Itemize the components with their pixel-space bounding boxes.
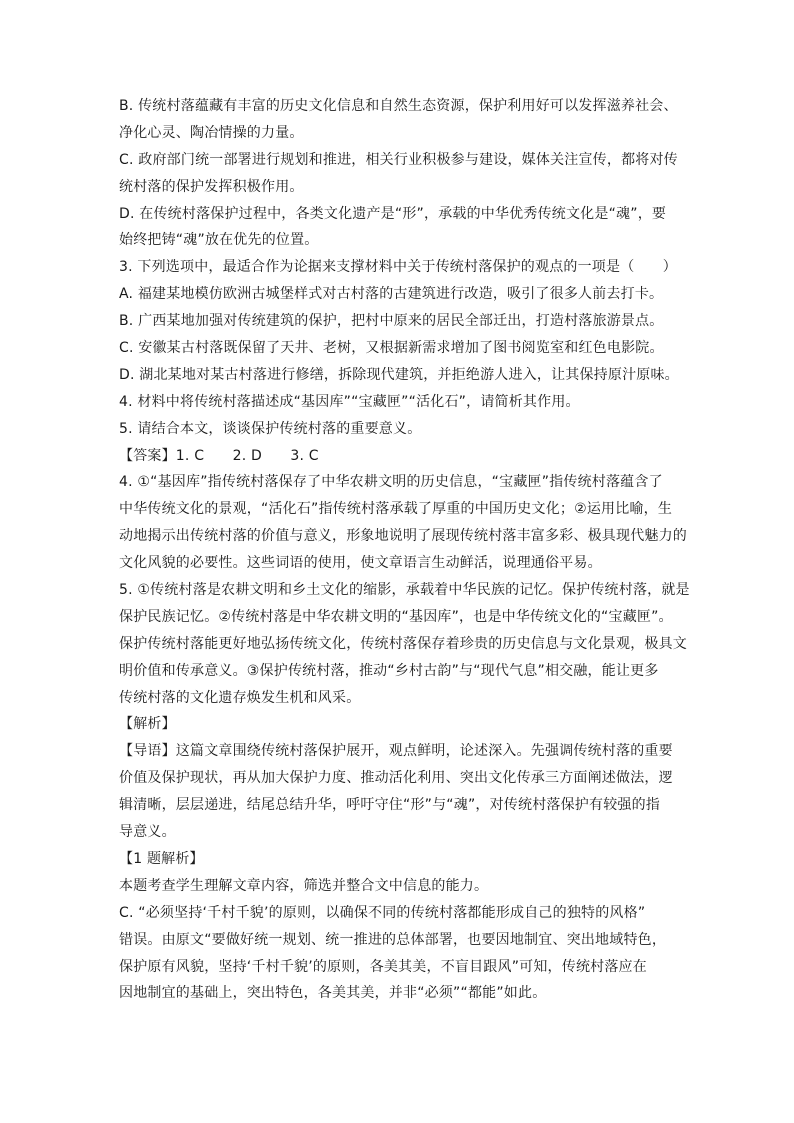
option-b: B. 广西某地加强对传统建筑的保护，把村中原来的居民全部迁出，打造村落旅游景点。: [119, 313, 664, 330]
document-body: [119, 93, 690, 1007]
text-line: C. 政府部门统一部署进行规划和推进，相关行业积极参与建设，媒体关注宣传，都将对传: [119, 151, 678, 168]
option-c: C. 安徽某古村落既保留了天井、老树，又根据新需求增加了图书阅览室和红色电影院。: [119, 340, 664, 357]
text-line: B. 传统村落蕴藏有丰富的历史文化信息和自然生态资源，保护利用好可以发挥滋养社会、: [119, 98, 678, 114]
question-1-analysis-header: 【1 题解析】: [119, 850, 204, 867]
answer-header: 【答案】1. C 2. D 3. C: [119, 447, 319, 464]
option-d: D. 湖北某地对某古村落进行修缮，拆除现代建筑，并拒绝游人进入，让其保持原汁原味。: [119, 366, 679, 383]
text-line: 本题考查学生理解文章内容，筛选并整合文中信息的能力。: [119, 877, 489, 894]
text-line: 价值及保护现状，再从加大保护力度、推动活化利用、突出文化传承三方面阐述做法，逻: [119, 770, 673, 787]
text-line: 保护原有风貌，坚持‘千村千貌’的原则，各美其美，不盲目跟风”可知，传统村落应在: [119, 958, 647, 975]
question-5: 5. 请结合本文，谈谈保护传统村落的重要意义。: [119, 420, 422, 437]
question-3: 3. 下列选项中，最适合作为论据来支撑材料中关于传统村落保护的观点的一项是（ ）: [119, 259, 678, 276]
text-line: 【导语】这篇文章围绕传统村落保护展开，观点鲜明，论述深入。先强调传统村落的重要: [119, 743, 673, 760]
text-line: 错误。由原文“要做好统一规划、统一推进的总体部署，也要因地制宜、突出地域特色，: [119, 931, 667, 948]
text-line: 动地揭示出传统村落的价值与意义，形象地说明了展现传统村落丰富多彩、极具现代魅力的: [119, 528, 687, 545]
text-line: 因地制宜的基础上，突出特色，各美其美，并非“必须”“都能”如此。: [119, 985, 547, 1002]
text-line: 明价值和传承意义。③保护传统村落，推动“乡村古韵”与“现代气息”相交融，能让更多: [119, 662, 659, 679]
text-line: 统村落的保护发挥积极作用。: [119, 178, 304, 195]
question-4: 4. 材料中将传统村落描述成“基因库”“宝藏匣”“活化石”，请简析其作用。: [119, 393, 580, 410]
text-line: 中华传统文化的景观，“活化石”指传统村落承载了厚重的中国历史文化；②运用比喻，生: [119, 501, 673, 518]
text-line: 5. ①传统村落是农耕文明和乡土文化的缩影，承载着中华民族的记忆。保护传统村落，就是: [119, 582, 690, 599]
text-line: 辑清晰，层层递进，结尾总结升华，呼吁守住“形”与“魂”，对传统村落保护有较强的指: [119, 797, 661, 814]
text-line: 传统村落的文化遗存焕发生机和风采。: [119, 689, 361, 706]
text-line: 净化心灵、陶冶情操的力量。: [119, 124, 304, 141]
analysis-header: 【解析】: [119, 716, 176, 733]
text-line: 导意义。: [119, 824, 176, 841]
option-a: A. 福建某地模仿欧洲古城堡样式对古村落的古建筑进行改造，吸引了很多人前去打卡。: [119, 286, 664, 303]
text-line: 4. ①“基因库”指传统村落保存了中华农耕文明的历史信息，“宝藏匣”指传统村落蕴含了: [119, 474, 663, 491]
text-line: 保护民族记忆。②传统村落是中华农耕文明的“基因库”，也是中华传统文化的“宝藏匣”。: [119, 608, 673, 625]
text-line: 保护传统村落能更好地弘扬传统文化，传统村落保存着珍贵的历史信息与文化景观，极具文: [119, 635, 687, 652]
text-line: 文化风貌的必要性。这些词语的使用，使文章语言生动鲜活，说理通俗平易。: [119, 555, 602, 572]
text-line: D. 在传统村落保护过程中，各类文化遗产是“形”，承载的中华优秀传统文化是“魂”，要: [119, 205, 667, 222]
text-line: C. “必须坚持‘千村千貌’的原则，以确保不同的传统村落都能形成自己的独特的风格”: [119, 904, 646, 921]
text-line: 始终把铸“魂”放在优先的位置。: [119, 232, 319, 249]
